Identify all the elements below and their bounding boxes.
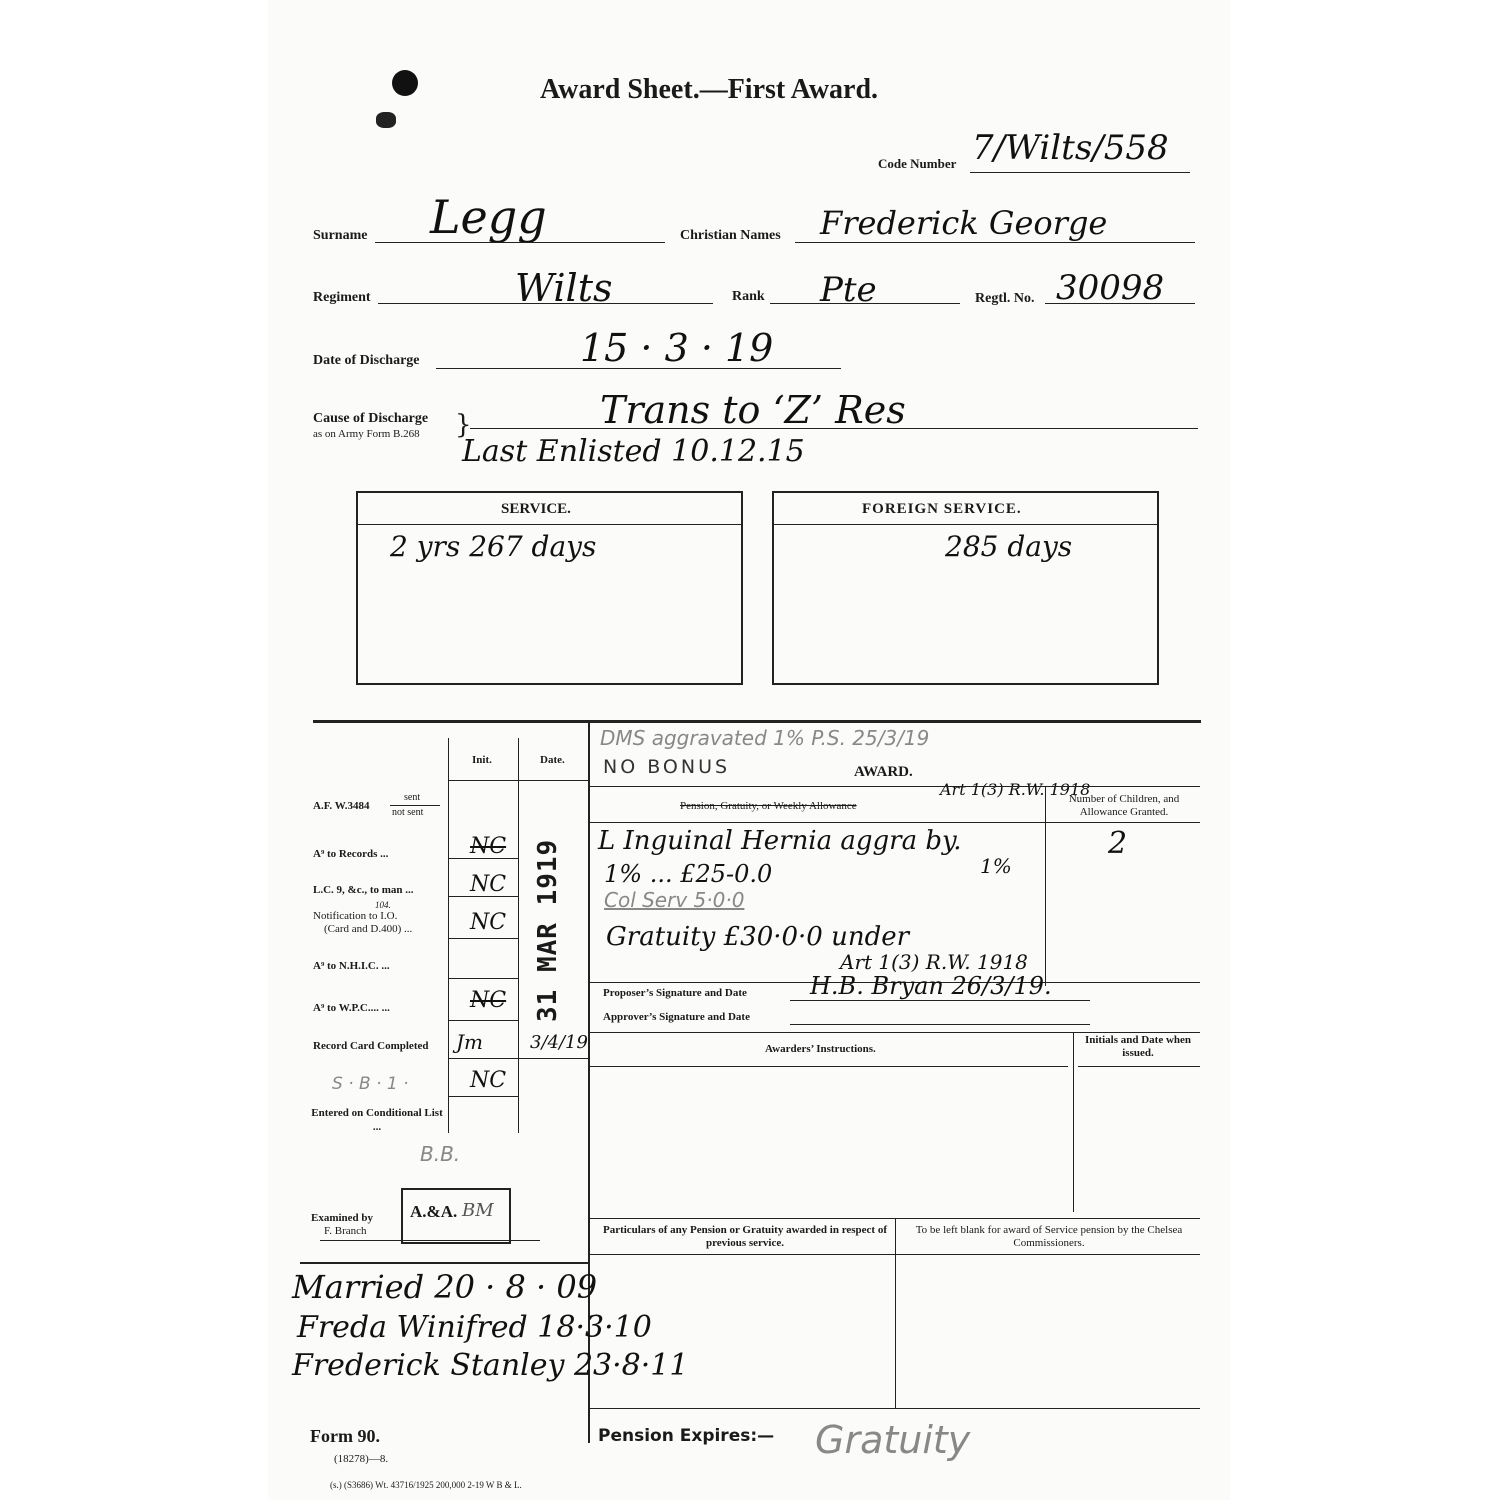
lc-to-man-label: L.C. 9, &c., to man ...: [313, 884, 414, 896]
initials-label: Initials and Date when issued.: [1084, 1034, 1192, 1059]
examined-initials: BM: [462, 1200, 494, 1221]
cause-of-discharge-sub: as on Army Form B.268: [313, 428, 420, 440]
particulars-col-line: [895, 1218, 896, 1408]
records-init: NC: [470, 834, 507, 859]
award-line-1: L Inguinal Hernia aggra by.: [598, 826, 962, 856]
checklist-header-line: [448, 780, 588, 781]
checklist-row-line-7: [448, 1096, 518, 1097]
award-line-5: Art 1(3) R.W. 1918: [840, 950, 1028, 974]
child-1-note: Freda Winifred 18·3·10: [297, 1310, 652, 1345]
last-enlisted-note: Last Enlisted 10.12.15: [462, 434, 805, 469]
code-number-label: Code Number: [878, 156, 957, 171]
particulars-header-line: [590, 1254, 1200, 1255]
foreign-service-value: 285 days: [945, 530, 1073, 563]
form-number: Form 90.: [310, 1426, 380, 1446]
surname-label: Surname: [313, 228, 368, 243]
date-of-discharge-value: 15 · 3 · 19: [580, 326, 774, 370]
regiment-label: Regiment: [313, 290, 371, 305]
code-number-value: 7/Wilts/558: [972, 128, 1169, 168]
cause-underline: [470, 428, 1198, 429]
award-line-4: Gratuity £30·0·0 under: [606, 922, 910, 952]
blank-award-label: To be left blank for award of Service pension by the Chelsea Commissioners.: [915, 1224, 1183, 1249]
foreign-service-title: FOREIGN SERVICE.: [862, 501, 1022, 517]
art-note-top: Art 1(3) R.W. 1918: [940, 780, 1091, 799]
foreign-service-box: [772, 491, 1159, 685]
regtl-no-label: Regtl. No.: [975, 291, 1035, 306]
af-sent-label: sent: [404, 792, 421, 803]
notification-label: Notification to I.O.: [313, 910, 398, 922]
record-card-label: Record Card Completed: [313, 1040, 429, 1052]
service-value: 2 yrs 267 days: [390, 530, 597, 563]
rank-label: Rank: [732, 289, 765, 304]
sb1-label: S · B · 1 ·: [332, 1074, 409, 1094]
punch-hole-shadow: [376, 112, 396, 128]
af-not-sent-label: not sent: [392, 807, 424, 818]
initials-header-line: [1078, 1066, 1200, 1067]
checklist-row-line-6: [448, 1058, 588, 1059]
print-line: (s.) (S3686) Wt. 43716/1925 200,000 2-19 W B & L.: [330, 1480, 522, 1490]
regtl-no-value: 30098: [1056, 268, 1165, 308]
surname-underline: [375, 242, 665, 243]
received-date-stamp: 31 MAR 1919: [533, 838, 563, 1022]
checklist-row-line-1: [448, 858, 518, 859]
left-bottom-rule: [300, 1262, 588, 1264]
date-of-discharge-label: Date of Discharge: [313, 353, 420, 368]
award-title: AWARD.: [854, 764, 913, 780]
form-code: (18278)—8.: [334, 1453, 389, 1465]
no-bonus-stamp: NO BONUS: [603, 756, 731, 778]
examined-stamp-text: A.&A.: [410, 1202, 458, 1221]
rank-value: Pte: [820, 270, 877, 310]
regtl-no-underline: [1045, 303, 1195, 304]
notification-104-note: 104.: [375, 900, 391, 910]
notification-sub-label: (Card and D.400) ...: [324, 923, 413, 935]
christian-names-label: Christian Names: [680, 228, 781, 243]
children-col-line: [1045, 786, 1046, 986]
regiment-underline: [378, 303, 713, 304]
record-card-init: Jm: [456, 1030, 483, 1054]
pension-expires-label: Pension Expires:—: [598, 1426, 775, 1446]
approver-label: Approver’s Signature and Date: [603, 1011, 750, 1023]
checklist-row-line-4: [448, 978, 518, 979]
conditional-list-label: Entered on Conditional List ...: [311, 1107, 443, 1133]
christian-names-value: Frederick George: [820, 204, 1108, 242]
instructions-label: Awarders’ Instructions.: [765, 1043, 876, 1055]
gratuity-header: Pension, Gratuity, or Weekly Allowance: [680, 800, 857, 812]
af-fraction-line: [390, 805, 440, 806]
notification-init: NC: [470, 910, 507, 935]
lc-to-man-init: NC: [470, 872, 507, 897]
examined-by-label: Examined by: [311, 1212, 374, 1224]
child-2-note: Frederick Stanley 23·8·11: [292, 1348, 689, 1383]
particulars-bottom-line: [590, 1408, 1200, 1409]
checklist-row-line-5: [448, 1020, 518, 1021]
proposer-label: Proposer’s Signature and Date: [603, 987, 747, 999]
col-init-header: Init.: [472, 754, 492, 766]
col-date-header: Date.: [540, 754, 565, 766]
instructions-header-line: [590, 1066, 1068, 1067]
award-line-3: Col Serv 5·0·0: [604, 888, 745, 912]
christian-names-underline: [795, 242, 1195, 243]
punch-hole: [392, 70, 418, 96]
service-box: [356, 491, 743, 685]
proposer-signature: H.B. Bryan 26/3/19.: [810, 972, 1052, 1000]
nhic-label: A⁹ to N.H.I.C. ...: [313, 960, 390, 972]
brace-icon: }: [455, 410, 472, 440]
bb-note: B.B.: [420, 1142, 461, 1166]
children-header: Number of Children, and Allowance Granted.: [1068, 793, 1180, 818]
dms-note: DMS aggravated 1% P.S. 25/3/19: [600, 726, 930, 750]
award-header-line-top: [590, 786, 1200, 787]
checklist-row-line-2: [448, 896, 518, 897]
foreign-service-box-divider: [774, 524, 1157, 525]
proposer-underline: [790, 1000, 1090, 1001]
children-value: 2: [1108, 826, 1128, 861]
married-note: Married 20 · 8 · 09: [292, 1268, 598, 1306]
regiment-value: Wilts: [515, 266, 613, 310]
award-header-line-bottom: [590, 822, 1200, 823]
initials-col-line: [1073, 1032, 1074, 1212]
records-label: A⁹ to Records ...: [313, 848, 389, 860]
award-line-1b: 1%: [980, 854, 1012, 878]
award-line-2: 1% ... £25-0.0: [604, 860, 773, 888]
code-number-underline: [970, 172, 1190, 173]
service-box-divider: [358, 524, 741, 525]
wpc-init: NC: [470, 988, 507, 1013]
record-card-date: 3/4/19: [530, 1032, 588, 1053]
cause-of-discharge-value: Trans to ‘Z’ Res: [600, 388, 906, 432]
pension-expires-value: Gratuity: [815, 1418, 971, 1462]
sb1-init: NC: [470, 1068, 507, 1093]
examined-by-sub: F. Branch: [324, 1225, 367, 1237]
checklist-col-line-1: [448, 738, 449, 1133]
wpc-label: A⁹ to W.P.C.... ...: [313, 1002, 390, 1014]
instructions-top-line: [590, 1032, 1200, 1033]
checklist-col-line-2: [518, 738, 519, 1133]
cause-of-discharge-label: Cause of Discharge: [313, 411, 429, 426]
checklist-row-line-3: [448, 938, 518, 939]
af-w3484-label: A.F. W.3484: [313, 800, 370, 812]
surname-value: Legg: [430, 190, 547, 244]
date-of-discharge-underline: [436, 368, 841, 369]
form-title: Award Sheet.—First Award.: [540, 74, 879, 105]
service-title: SERVICE.: [501, 501, 571, 517]
approver-underline: [790, 1024, 1090, 1025]
particulars-label: Particulars of any Pension or Gratuity awarded in respect of previous service.: [602, 1224, 888, 1249]
section-divider: [313, 720, 1201, 723]
rank-underline: [770, 303, 960, 304]
